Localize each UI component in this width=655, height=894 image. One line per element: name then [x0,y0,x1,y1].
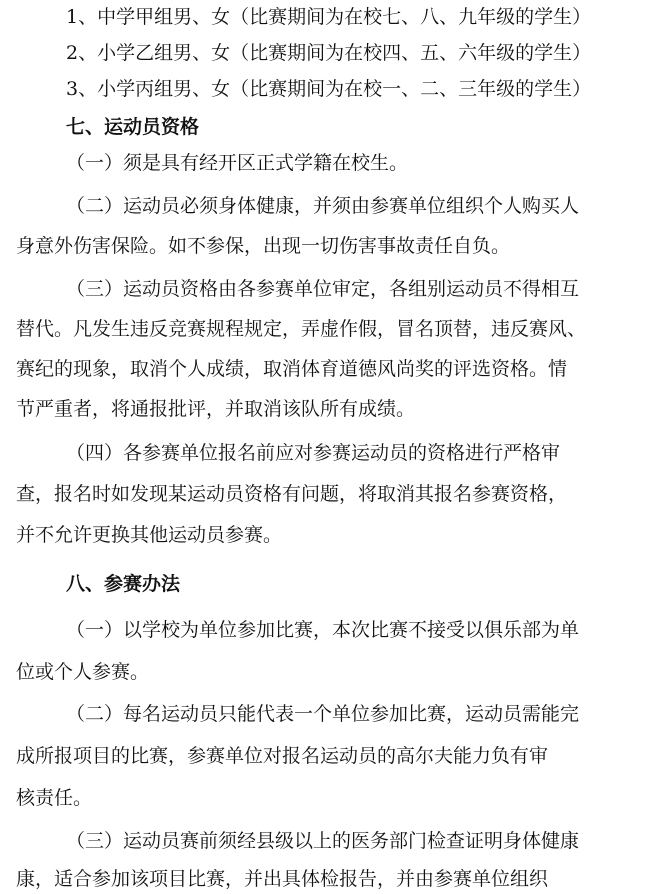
s7-p4-line-2: 查，报名时如发现某运动员资格有问题，将取消其报名参赛资格， [16,483,568,505]
group-item-1: 1、中学甲组男、女（比赛期间为在校七、八、九年级的学生） [66,6,592,28]
s8-p1-line-2: 位或个人参赛。 [16,661,150,683]
s8-p1-line-1: （一）以学校为单位参加比赛，本次比赛不接受以俱乐部为单 [66,619,580,641]
section-8-heading: 八、参赛办法 [66,573,181,595]
s8-p3-line-1: （三）运动员赛前须经县级以上的医务部门检查证明身体健康 [66,830,580,852]
s7-p3-line-4: 节严重者，将通报批评，并取消该队所有成绩。 [16,398,416,420]
s7-p2-line-2: 身意外伤害保险。如不参保，出现一切伤害事故责任自负。 [16,235,511,257]
s8-p3-line-2: 康，适合参加该项目比赛，并出具体检报告，并由参赛单位组织 [16,868,549,890]
s8-p2-line-3: 核责任。 [16,787,93,809]
s7-p2-line-1: （二）运动员必须身体健康，并须由参赛单位组织个人购买人 [66,195,580,217]
s7-p3-line-2: 替代。凡发生违反竞赛规程规定，弄虚作假，冒名顶替，违反赛风、 [16,318,587,340]
s7-p4-line-1: （四）各参赛单位报名前应对参赛运动员的资格进行严格审 [66,442,561,464]
group-item-3: 3、小学丙组男、女（比赛期间为在校一、二、三年级的学生） [66,78,592,100]
s7-p4-line-3: 并不允许更换其他运动员参赛。 [16,524,283,546]
section-7-heading: 七、运动员资格 [66,116,200,138]
s8-p2-line-2: 成所报项目的比赛，参赛单位对报名运动员的高尔夫能力负有审 [16,745,549,767]
group-item-2: 2、小学乙组男、女（比赛期间为在校四、五、六年级的学生） [66,42,592,64]
s7-p1-line-1: （一）须是具有经开区正式学籍在校生。 [66,152,409,174]
s7-p3-line-1: （三）运动员资格由各参赛单位审定，各组别运动员不得相互 [66,278,580,300]
s7-p3-line-3: 赛纪的现象，取消个人成绩，取消体育道德风尚奖的评选资格。情 [16,358,568,380]
s8-p2-line-1: （二）每名运动员只能代表一个单位参加比赛，运动员需能完 [66,703,580,725]
